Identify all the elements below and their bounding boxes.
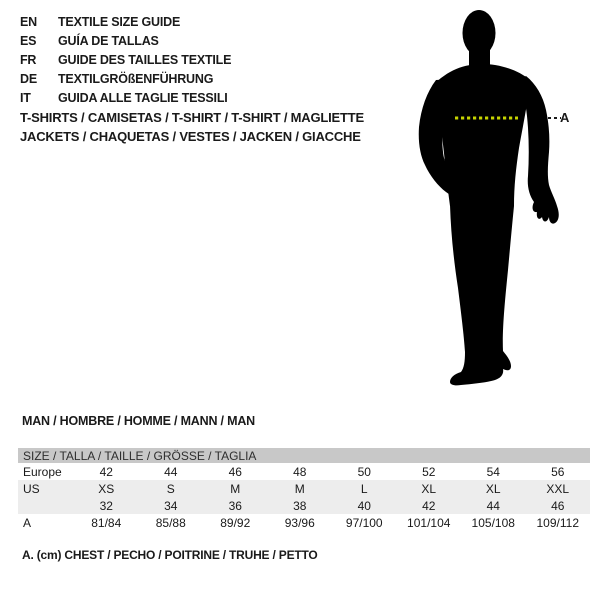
size-cell: 109/112: [536, 515, 579, 530]
size-table-header: SIZE / TALLA / TAILLE / GRÖSSE / TAGLIA: [18, 448, 590, 463]
table-row-us-letters: [18, 480, 590, 497]
language-code: FR: [20, 53, 37, 67]
size-cell: 52: [422, 464, 436, 479]
size-cell: 54: [486, 464, 500, 479]
category-line-jackets: JACKETS / CHAQUETAS / VESTES / JACKEN / GIACCHE: [20, 129, 361, 144]
size-cell: 97/100: [345, 515, 383, 530]
measurement-footnote: A. (cm) CHEST / PECHO / POITRINE / TRUHE / PETTO: [22, 548, 318, 562]
size-cell: S: [166, 481, 175, 496]
section-title: MAN / HOMBRE / HOMME / MANN / MAN: [22, 414, 255, 428]
size-cell: 46: [228, 464, 242, 479]
language-title: GUÍA DE TALLAS: [58, 34, 159, 48]
size-cell: L: [360, 481, 368, 496]
size-cell: 85/88: [155, 515, 186, 530]
size-cell: 32: [99, 498, 113, 513]
language-title: TEXTILE SIZE GUIDE: [58, 15, 181, 29]
size-cell: 89/92: [220, 515, 251, 530]
size-cell: 93/96: [284, 515, 315, 530]
language-title: GUIDA ALLE TAGLIE TESSILI: [58, 91, 228, 105]
row-label: US: [23, 481, 40, 496]
size-table: [18, 448, 590, 531]
row-label: Europe: [23, 464, 62, 479]
size-cell: 81/84: [91, 515, 122, 530]
size-cell: M: [230, 481, 241, 496]
table-row-chest-cm: [18, 514, 590, 531]
size-cell: 44: [164, 464, 178, 479]
table-row-europe: [18, 463, 590, 480]
language-list: [20, 13, 231, 108]
language-code: EN: [20, 15, 37, 29]
man-silhouette-svg: [398, 0, 568, 400]
language-row: [20, 51, 231, 70]
language-code: ES: [20, 34, 37, 48]
category-line-tshirts: T-SHIRTS / CAMISETAS / T-SHIRT / T-SHIRT / MAGLIETTE: [20, 110, 364, 125]
language-code: IT: [20, 91, 31, 105]
size-cell: 42: [99, 464, 113, 479]
size-cell: 44: [486, 498, 500, 513]
size-cell: XL: [421, 481, 437, 496]
measurement-label-a: A: [560, 110, 570, 125]
language-row: [20, 32, 231, 51]
row-label: A: [23, 515, 32, 530]
language-title: TEXTILGRÖßENFÜHRUNG: [58, 72, 214, 86]
category-titles: [20, 108, 364, 146]
size-cell: M: [294, 481, 305, 496]
size-cell: XXL: [546, 481, 570, 496]
language-row: [20, 13, 231, 32]
size-cell: 48: [293, 464, 307, 479]
size-cell: 46: [551, 498, 565, 513]
size-cell: 50: [357, 464, 371, 479]
size-cell: 34: [164, 498, 178, 513]
size-cell: 40: [357, 498, 371, 513]
size-cell: XL: [485, 481, 501, 496]
size-cell: 36: [228, 498, 242, 513]
language-row: [20, 70, 231, 89]
language-code: DE: [20, 72, 37, 86]
man-silhouette-shape: [419, 10, 559, 385]
language-row: [20, 89, 231, 108]
size-cell: 101/104: [407, 515, 451, 530]
size-cell: 42: [422, 498, 436, 513]
size-cell: 38: [293, 498, 307, 513]
language-title: GUIDE DES TAILLES TEXTILE: [58, 53, 232, 67]
size-cell: 105/108: [471, 515, 515, 530]
size-cell: 56: [551, 464, 565, 479]
table-row-us-numbers: [18, 497, 590, 514]
man-silhouette-figure: [398, 0, 568, 400]
size-cell: XS: [98, 481, 115, 496]
